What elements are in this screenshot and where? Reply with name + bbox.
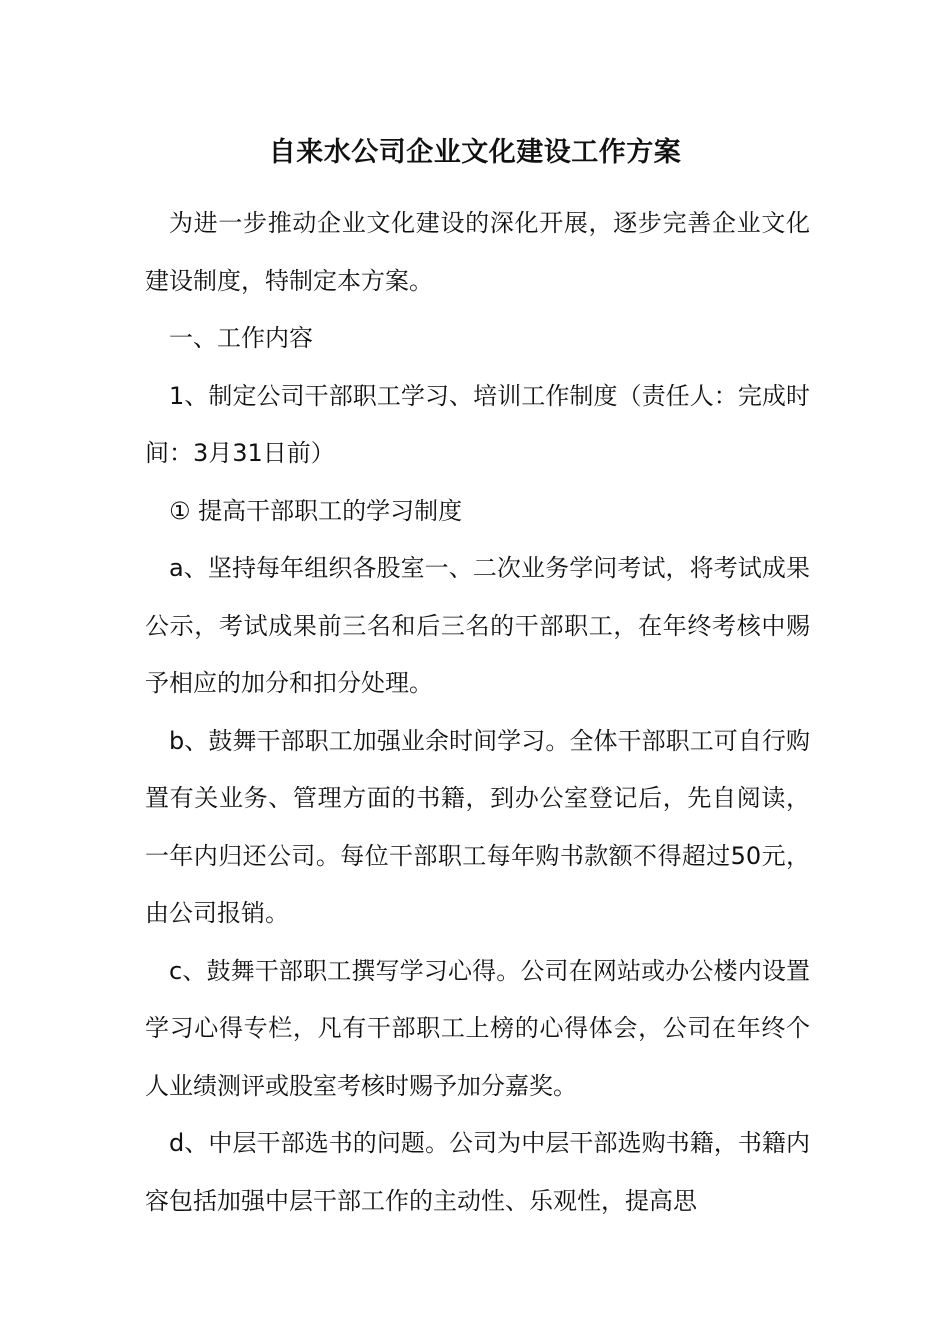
item-1-paragraph: 1、制定公司干部职工学习、培训工作制度（责任人：完成时间：3月31日前） <box>145 381 810 467</box>
item-a-paragraph: a、坚持每年组织各股室一、二次业务学问考试，将考试成果公示，考试成果前三名和后三名的干部职工，在年终考核中赐予相应的加分和扣分处理。 <box>145 554 810 697</box>
document-body <box>145 195 810 1230</box>
item-d-paragraph: d、中层干部选书的问题。公司为中层干部选购书籍，书籍内容包括加强中层干部工作的主动性、乐观性，提高思 <box>145 1129 810 1215</box>
item-b-paragraph: b、鼓舞干部职工加强业余时间学习。全体干部职工可自行购置有关业务、管理方面的书籍，到办公室登记后，先自阅读，一年内归还公司。每位干部职工每年购书款额不得超过50元，由公司报销。 <box>145 726 810 927</box>
section-heading: 一、工作内容 <box>169 324 313 352</box>
intro-paragraph: 为进一步推动企业文化建设的深化开展，逐步完善企业文化建设制度，特制定本方案。 <box>145 209 810 295</box>
document-title: 自来水公司企业文化建设工作方案 <box>268 137 682 168</box>
subitem-1-paragraph: ① 提高干部职工的学习制度 <box>169 496 463 525</box>
item-c-paragraph: c、鼓舞干部职工撰写学习心得。公司在网站或办公楼内设置学习心得专栏，凡有干部职工上榜的心得体会，公司在年终个人业绩测评或股室考核时赐予加分嘉奖。 <box>145 956 810 1100</box>
